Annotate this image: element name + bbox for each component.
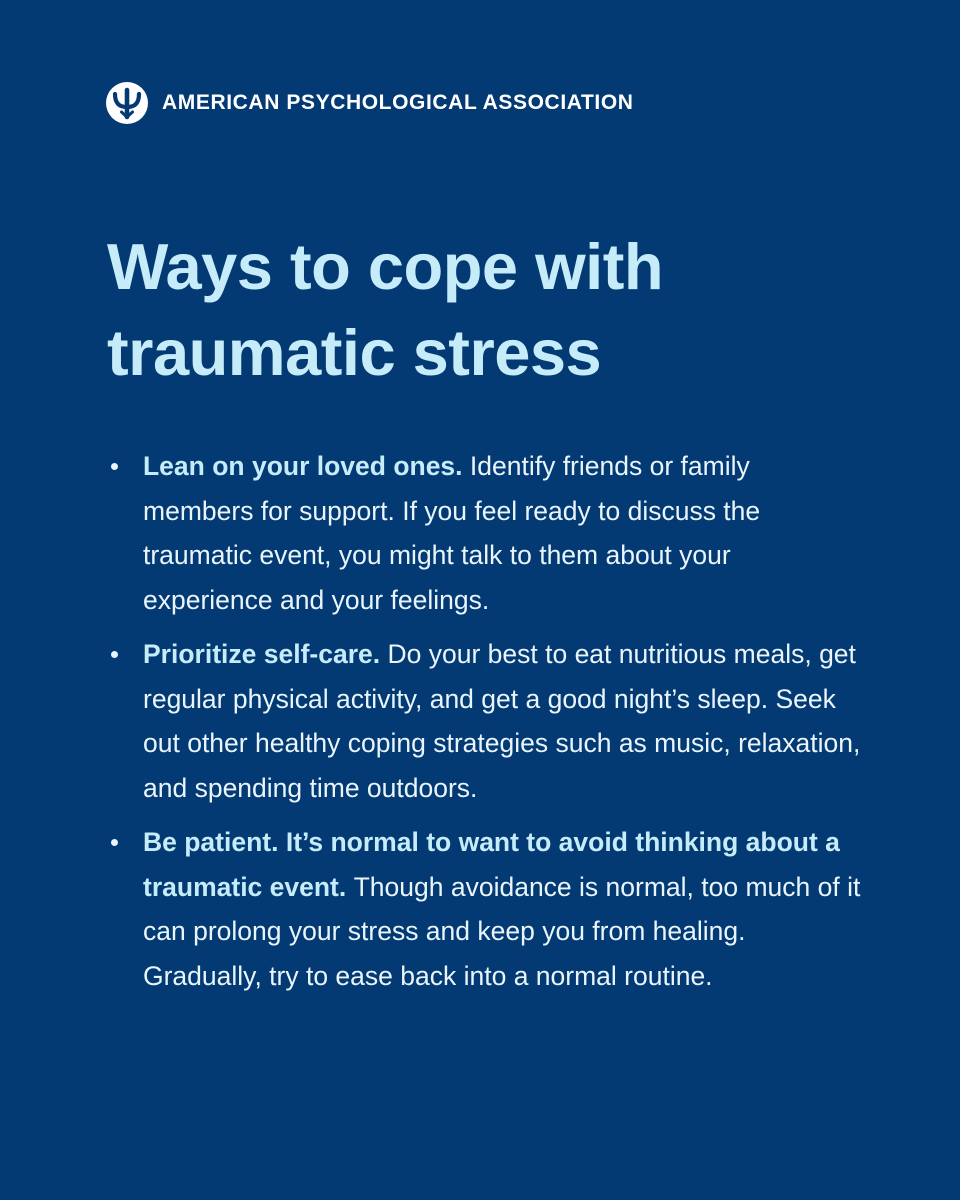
coping-tips-list <box>107 444 867 1008</box>
tip-body: Do your best to eat nutritious meals, get regular physical activity, and get a good night’s sleep. Seek out other healthy coping strategies such as music, relaxation, and spending time outdoors. <box>143 639 861 803</box>
tip-prioritize-self-care <box>107 632 867 810</box>
brand-header <box>106 82 634 124</box>
tip-lead: Prioritize self-care. <box>143 639 388 669</box>
bullet-dot <box>111 651 118 658</box>
page-title: Ways to cope with traumatic stress <box>107 230 664 389</box>
bullet-dot <box>111 463 118 470</box>
organization-name: AMERICAN PSYCHOLOGICAL ASSOCIATION <box>162 91 634 114</box>
tip-lean-on-loved-ones <box>107 444 867 622</box>
tip-lead: Lean on your loved ones. <box>143 451 470 481</box>
bullet-dot <box>111 839 118 846</box>
tip-be-patient <box>107 820 867 998</box>
tip-lead: Be patient. It’s normal to want to avoid thinking about a traumatic event. <box>143 827 840 902</box>
apa-psi-logo-icon <box>106 82 148 124</box>
tip-body: Identify friends or family members for support. If you feel ready to discuss the traumatic event, you might talk to them about your experience and your feelings. <box>143 451 761 615</box>
tip-body: Though avoidance is normal, too much of it can prolong your stress and keep you from healing. Gradually, try to ease back into a normal routine. <box>143 871 861 991</box>
